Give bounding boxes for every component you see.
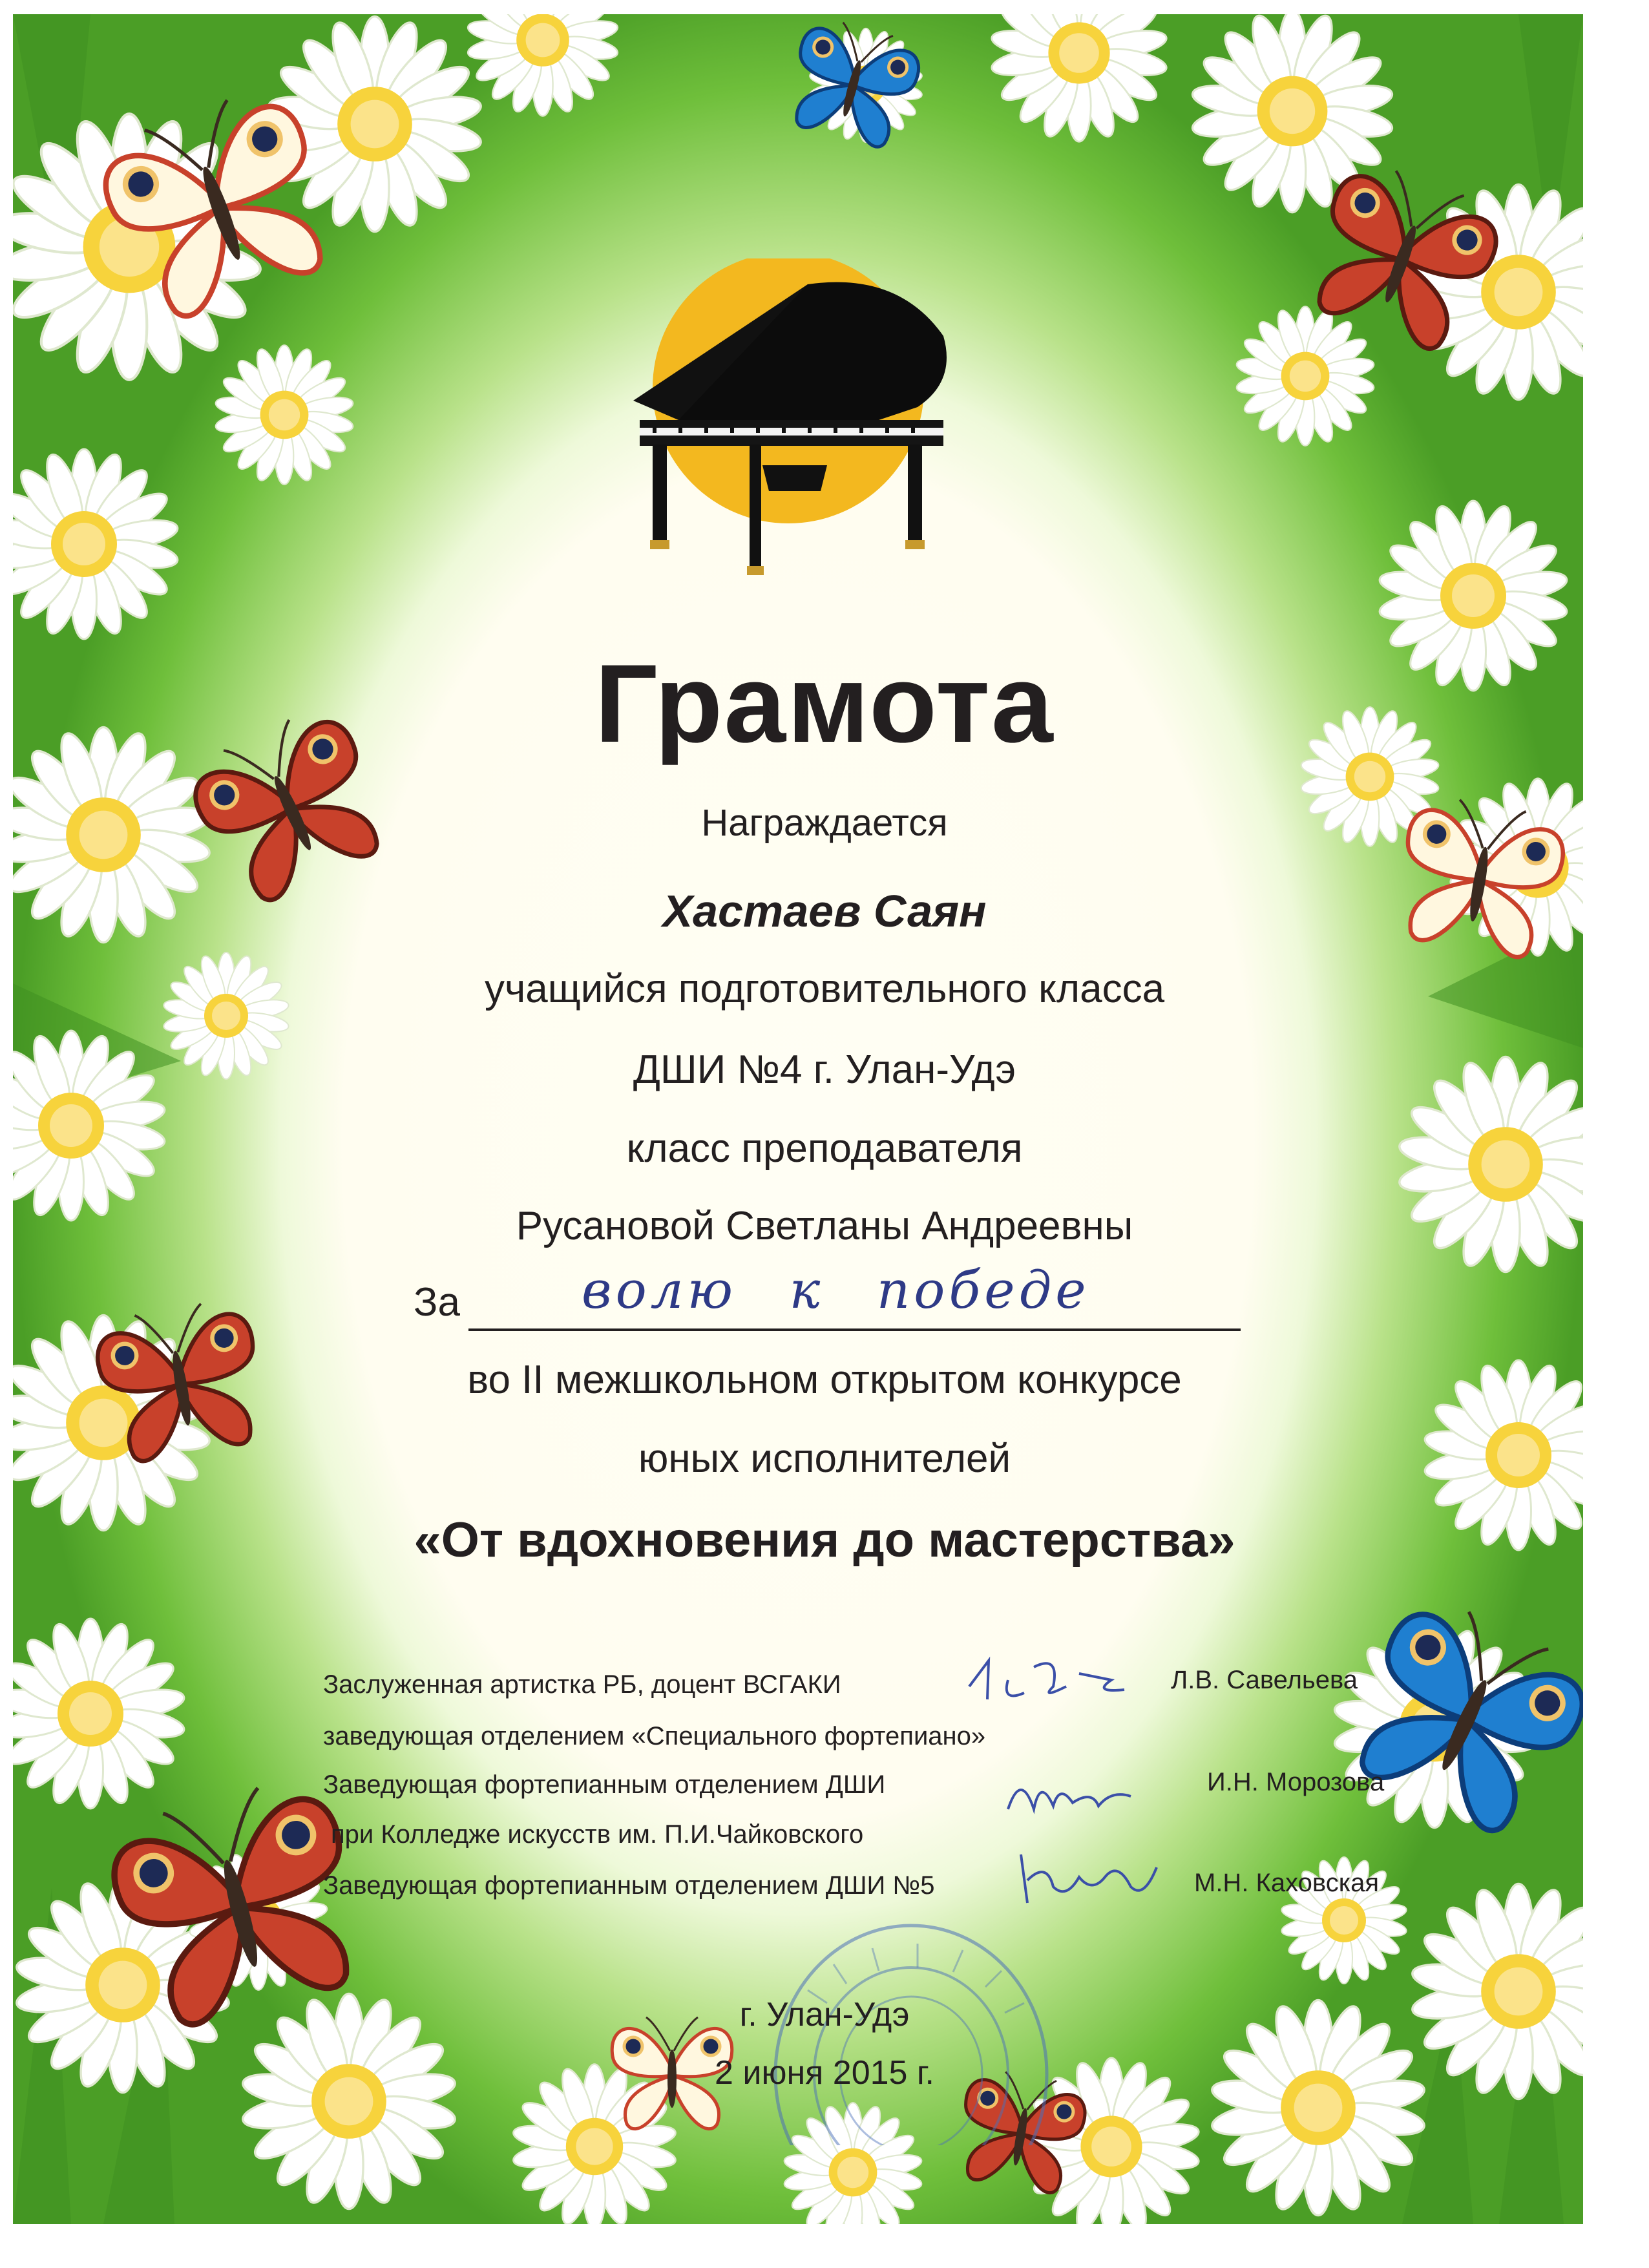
grand-piano-icon [594, 258, 969, 582]
contest-name: «От вдохновения до мастерства» [414, 1513, 1235, 1568]
signatory-3-title: Заведующая фортепианным отделением ДШИ [323, 1770, 886, 1799]
signatory-1-title: Заслуженная артистка РБ, доцент ВСГАКИ [323, 1670, 841, 1699]
daisy-icon [989, 14, 1170, 143]
contest-description-line: во II межшкольном открытом конкурсе [467, 1358, 1182, 1402]
signatory-1-name: Л.В. Савельева [1171, 1666, 1358, 1694]
daisy-icon [13, 1617, 187, 1811]
daisy-icon [465, 14, 620, 118]
student-class-line: учащийся подготовительного класса [484, 967, 1165, 1011]
recipient-name: Хастаев Саян [662, 886, 987, 936]
signatory-3-name: И.Н. Морозова [1207, 1768, 1385, 1796]
signatory-5-title: Заведующая фортепианным отделением ДШИ №5 [323, 1871, 935, 1900]
signature-3 [1008, 1842, 1170, 1913]
teacher-name-line: Русановой Светланы Андреевны [516, 1204, 1133, 1248]
award-reason-handwritten: волю к победе [582, 1260, 1090, 1320]
teacher-class-line: класс преподавателя [626, 1126, 1023, 1171]
award-reason-label: За [414, 1280, 460, 1325]
city: г. Улан-Удэ [739, 1996, 910, 2033]
contest-participants-line: юных исполнителей [638, 1436, 1011, 1481]
school-line: ДШИ №4 г. Улан-Удэ [633, 1047, 1016, 1092]
signature-1 [963, 1641, 1157, 1712]
signature-2 [1002, 1758, 1163, 1829]
signatory-4-title: при Колледже искусств им. П.И.Чайковского [331, 1820, 864, 1849]
award-reason-underline [468, 1328, 1241, 1331]
award-reason-row [414, 1260, 1241, 1338]
signatory-2-title: заведующая отделением «Специального фортепиано» [323, 1722, 986, 1750]
daisy-icon [13, 447, 181, 641]
awarded-label: Награждается [701, 802, 948, 844]
certificate-title: Грамота [594, 642, 1055, 766]
signatory-5-name: М.Н. Каховская [1194, 1869, 1379, 1897]
issue-date: 2 июня 2015 г. [715, 2054, 934, 2092]
daisy-icon [213, 344, 355, 486]
